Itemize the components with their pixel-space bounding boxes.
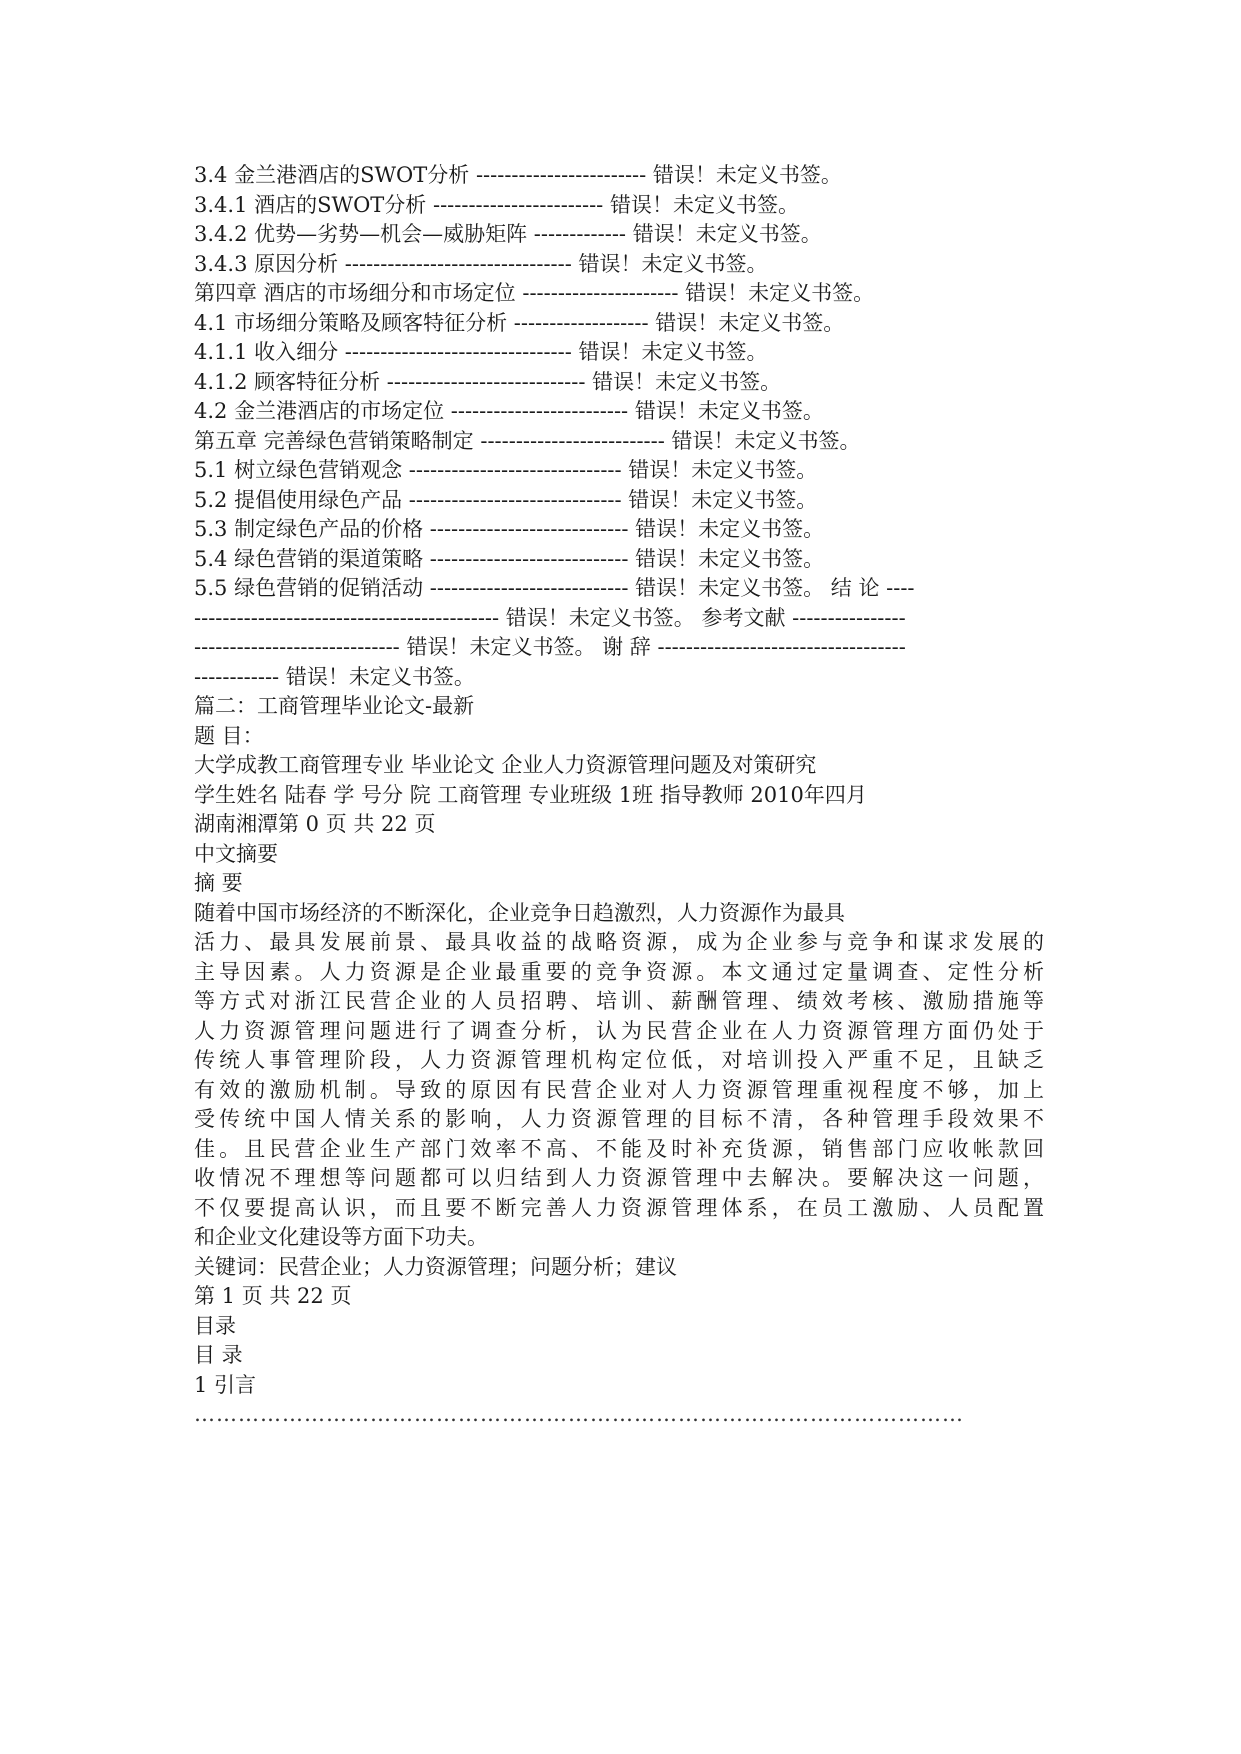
- abstract-line: 活力、最具发展前景、最具收益的战略资源，成为企业参与竞争和谋求发展的: [194, 930, 1044, 954]
- abstract-line: 主导因素。人力资源是企业最重要的竞争资源。本文通过定量调查、定性分析: [194, 959, 1044, 984]
- keywords: 关键词：民营企业；人力资源管理；问题分析；建议: [194, 1254, 677, 1279]
- toc-leader-dots: ……………………………………………………………………………………………: [194, 1402, 964, 1426]
- page-footer: 第 1 页 共 22 页: [194, 1284, 352, 1308]
- toc-entry: 5.5 绿色营销的促销活动 ---------------------------- 错误！未定义书签。 结 论 ----: [194, 576, 915, 600]
- document-page: [194, 161, 1044, 1430]
- abstract-label: 摘 要: [194, 871, 243, 895]
- student-info: 学生姓名 陆春 学 号分 院 工商管理 专业班级 1班 指导教师 2010年四月: [194, 782, 867, 807]
- toc-entry: 5.1 树立绿色营销观念 ------------------------------ 错误！未定义书签。: [194, 458, 818, 482]
- abstract-line: 不仅要提高认识，而且要不断完善人力资源管理体系，在员工激励、人员配置: [194, 1195, 1044, 1220]
- table-of-contents-part1: [194, 161, 1044, 692]
- toc-entry: 第五章 完善绿色营销策略制定 -------------------------- 错误！未定义书签。: [194, 428, 861, 453]
- toc-entry: 5.2 提倡使用绿色产品 ------------------------------ 错误！未定义书签。: [194, 487, 818, 512]
- thesis-title: 大学成教工商管理专业 毕业论文 企业人力资源管理问题及对策研究: [194, 753, 817, 777]
- abstract-line: 人力资源管理问题进行了调查分析，认为民营企业在人力资源管理方面仍处于: [194, 1018, 1044, 1043]
- toc-entry: 3.4.2 优势—劣势—机会—威胁矩阵 ------------- 错误！未定义书签。: [194, 222, 822, 246]
- toc-entry: 4.1.1 收入细分 -------------------------------- 错误！未定义书签。: [194, 340, 768, 364]
- abstract-line: 收情况不理想等问题都可以归结到人力资源管理中去解决。要解决这一问题，: [194, 1166, 1044, 1190]
- toc-entry: 4.1 市场细分策略及顾客特征分析 ------------------- 错误！未定义书签。: [194, 310, 845, 335]
- toc-label: 目 录: [194, 1343, 243, 1367]
- abstract-line: 受传统中国人情关系的影响，人力资源管理的目标不清，各种管理手段效果不: [194, 1107, 1044, 1131]
- toc-entry: 4.2 金兰港酒店的市场定位 ------------------------- 错误！未定义书签。: [194, 399, 824, 423]
- toc-entry: 3.4 金兰港酒店的SWOT分析 ------------------------ 错误！未定义书签。: [194, 163, 842, 187]
- location-page-info: 湖南湘潭第 0 页 共 22 页: [194, 812, 436, 836]
- abstract-line: 随着中国市场经济的不断深化，企业竞争日趋激烈，人力资源作为最具: [194, 900, 845, 925]
- toc-heading: 目录: [194, 1313, 236, 1338]
- title-label: 题 目：: [194, 723, 264, 748]
- abstract-line: 佳。且民营企业生产部门效率不高、不能及时补充货源，销售部门应收帐款回: [194, 1136, 1044, 1161]
- abstract-line: 等方式对浙江民营企业的人员招聘、培训、薪酬管理、绩效考核、激励措施等: [194, 989, 1044, 1013]
- abstract-heading: 中文摘要: [194, 841, 278, 866]
- abstract-line: 和企业文化建设等方面下功夫。: [194, 1225, 488, 1249]
- toc-entry: ------------------------------------------- 错误！未定义书签。 参考文献 ----------------: [194, 605, 906, 630]
- toc-entry: 4.1.2 顾客特征分析 ---------------------------- 错误！未定义书签。: [194, 369, 782, 394]
- abstract-line: 传统人事管理阶段，人力资源管理机构定位低，对培训投入严重不足，且缺乏: [194, 1048, 1044, 1072]
- toc-entry: 5.4 绿色营销的渠道策略 ---------------------------- 错误！未定义书签。: [194, 546, 825, 571]
- toc-entry: ----------------------------- 错误！未定义书签。 谢 辞 -----------------------------------: [194, 635, 906, 659]
- section-heading: 篇二：工商管理毕业论文-最新: [194, 694, 475, 718]
- toc-entry: 3.4.1 酒店的SWOT分析 ------------------------ 错误！未定义书签。: [194, 192, 799, 217]
- toc-entry: ------------ 错误！未定义书签。: [194, 664, 475, 689]
- toc-entry: 3.4.3 原因分析 -------------------------------- 错误！未定义书签。: [194, 251, 768, 276]
- abstract-line: 有效的激励机制。导致的原因有民营企业对人力资源管理重视程度不够，加上: [194, 1077, 1044, 1102]
- toc-item-introduction: 1 引言: [194, 1372, 257, 1397]
- abstract-body: [194, 899, 1044, 1253]
- toc-entry: 5.3 制定绿色产品的价格 ---------------------------- 错误！未定义书签。: [194, 517, 825, 541]
- toc-entry: 第四章 酒店的市场细分和市场定位 ---------------------- 错误！未定义书签。: [194, 281, 875, 305]
